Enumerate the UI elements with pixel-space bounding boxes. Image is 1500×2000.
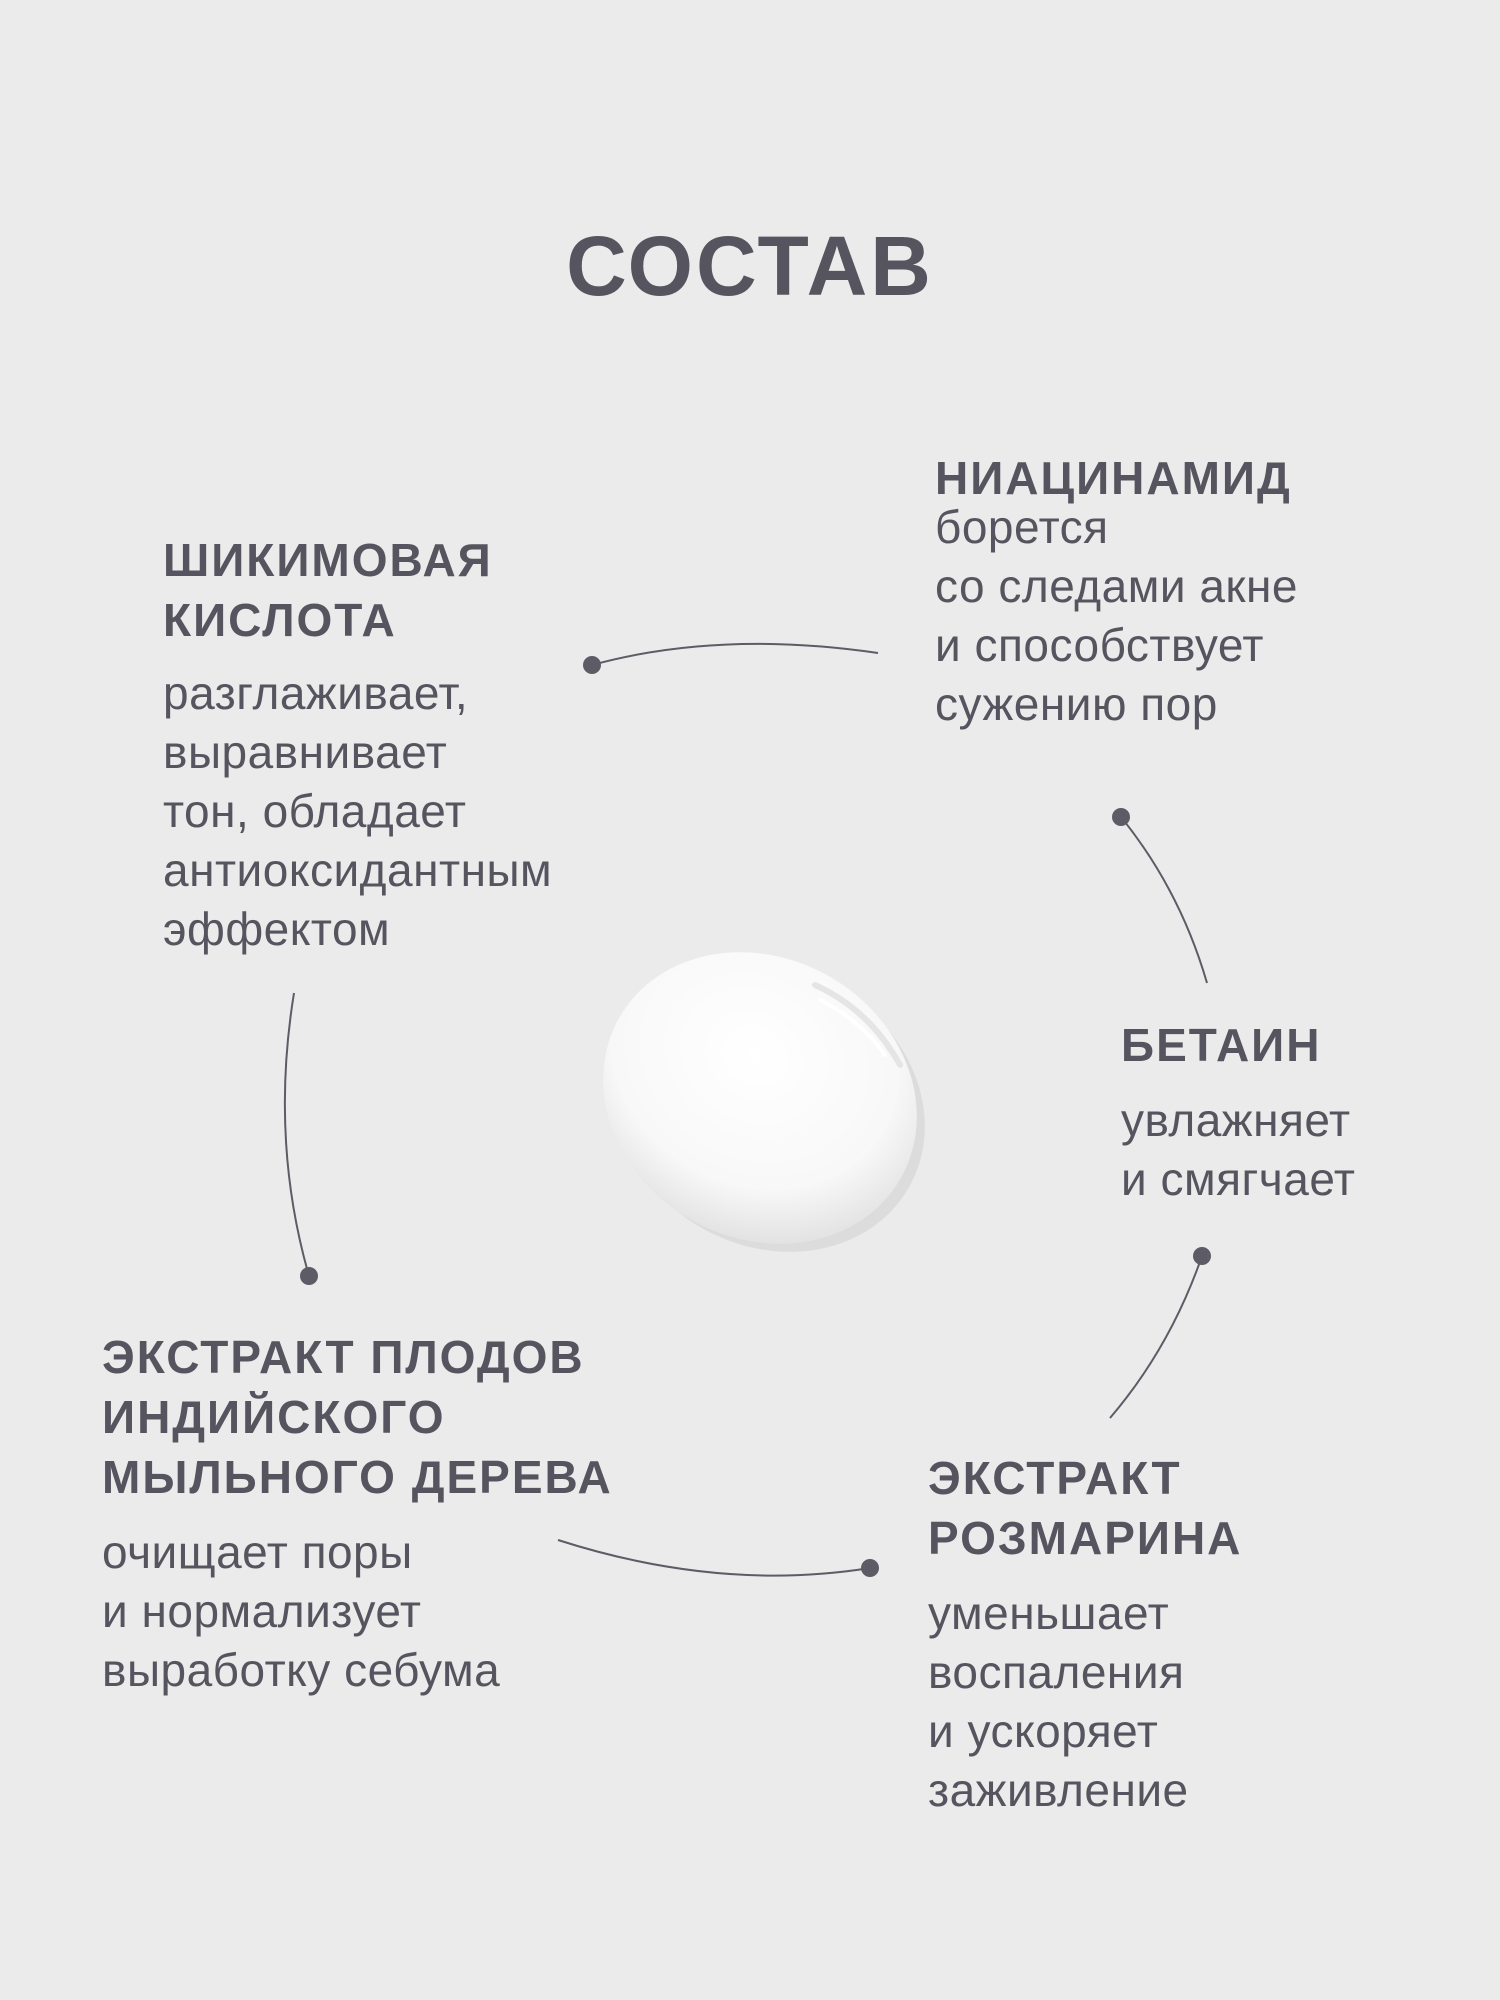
ingredient-name: ШИКИМОВАЯ КИСЛОТА [163,534,493,646]
ingredient-description: разглаживает, выравнивает тон, обладает антиоксидантным эффектом [163,667,553,955]
ingredient-name: НИАЦИНАМИД [935,452,1292,504]
connector-dot [861,1559,879,1577]
ingredient-name: ЭКСТРАКТ ПЛОДОВ ИНДИЙСКОГО МЫЛЬНОГО ДЕРЕВА [102,1331,613,1503]
ingredient-description: борется со следами акне и способствует сужению пор [935,501,1299,730]
ingredient-betaine [1121,1015,1355,1209]
connector-dot [1112,808,1130,826]
ingredient-name: ЭКСТРАКТ РОЗМАРИНА [928,1452,1243,1564]
ingredient-soapnut-extract [102,1327,613,1700]
connector-soapnut-shikimic [285,993,318,1285]
ingredient-name: БЕТАИН [1121,1019,1322,1071]
ingredient-description: очищает поры и нормализует выработку себума [102,1526,501,1696]
ingredient-shikimic-acid [163,530,552,959]
ingredient-description: увлажняет и смягчает [1121,1094,1356,1205]
connector-dot [1193,1247,1211,1265]
ingredient-rosemary-extract [928,1448,1242,1820]
connector-niacinamide-betaine [1112,808,1207,983]
connector-betaine-rosemary [1110,1247,1211,1418]
connector-shikimic-niacinamide [583,644,878,674]
ingredient-niacinamide [935,448,1298,734]
connector-dot [583,656,601,674]
ingredient-description: уменьшает воспаления и ускоряет заживление [928,1587,1189,1816]
connector-dot [300,1267,318,1285]
gel-drop [550,896,978,1308]
page-title: СОСТАВ [566,219,934,314]
